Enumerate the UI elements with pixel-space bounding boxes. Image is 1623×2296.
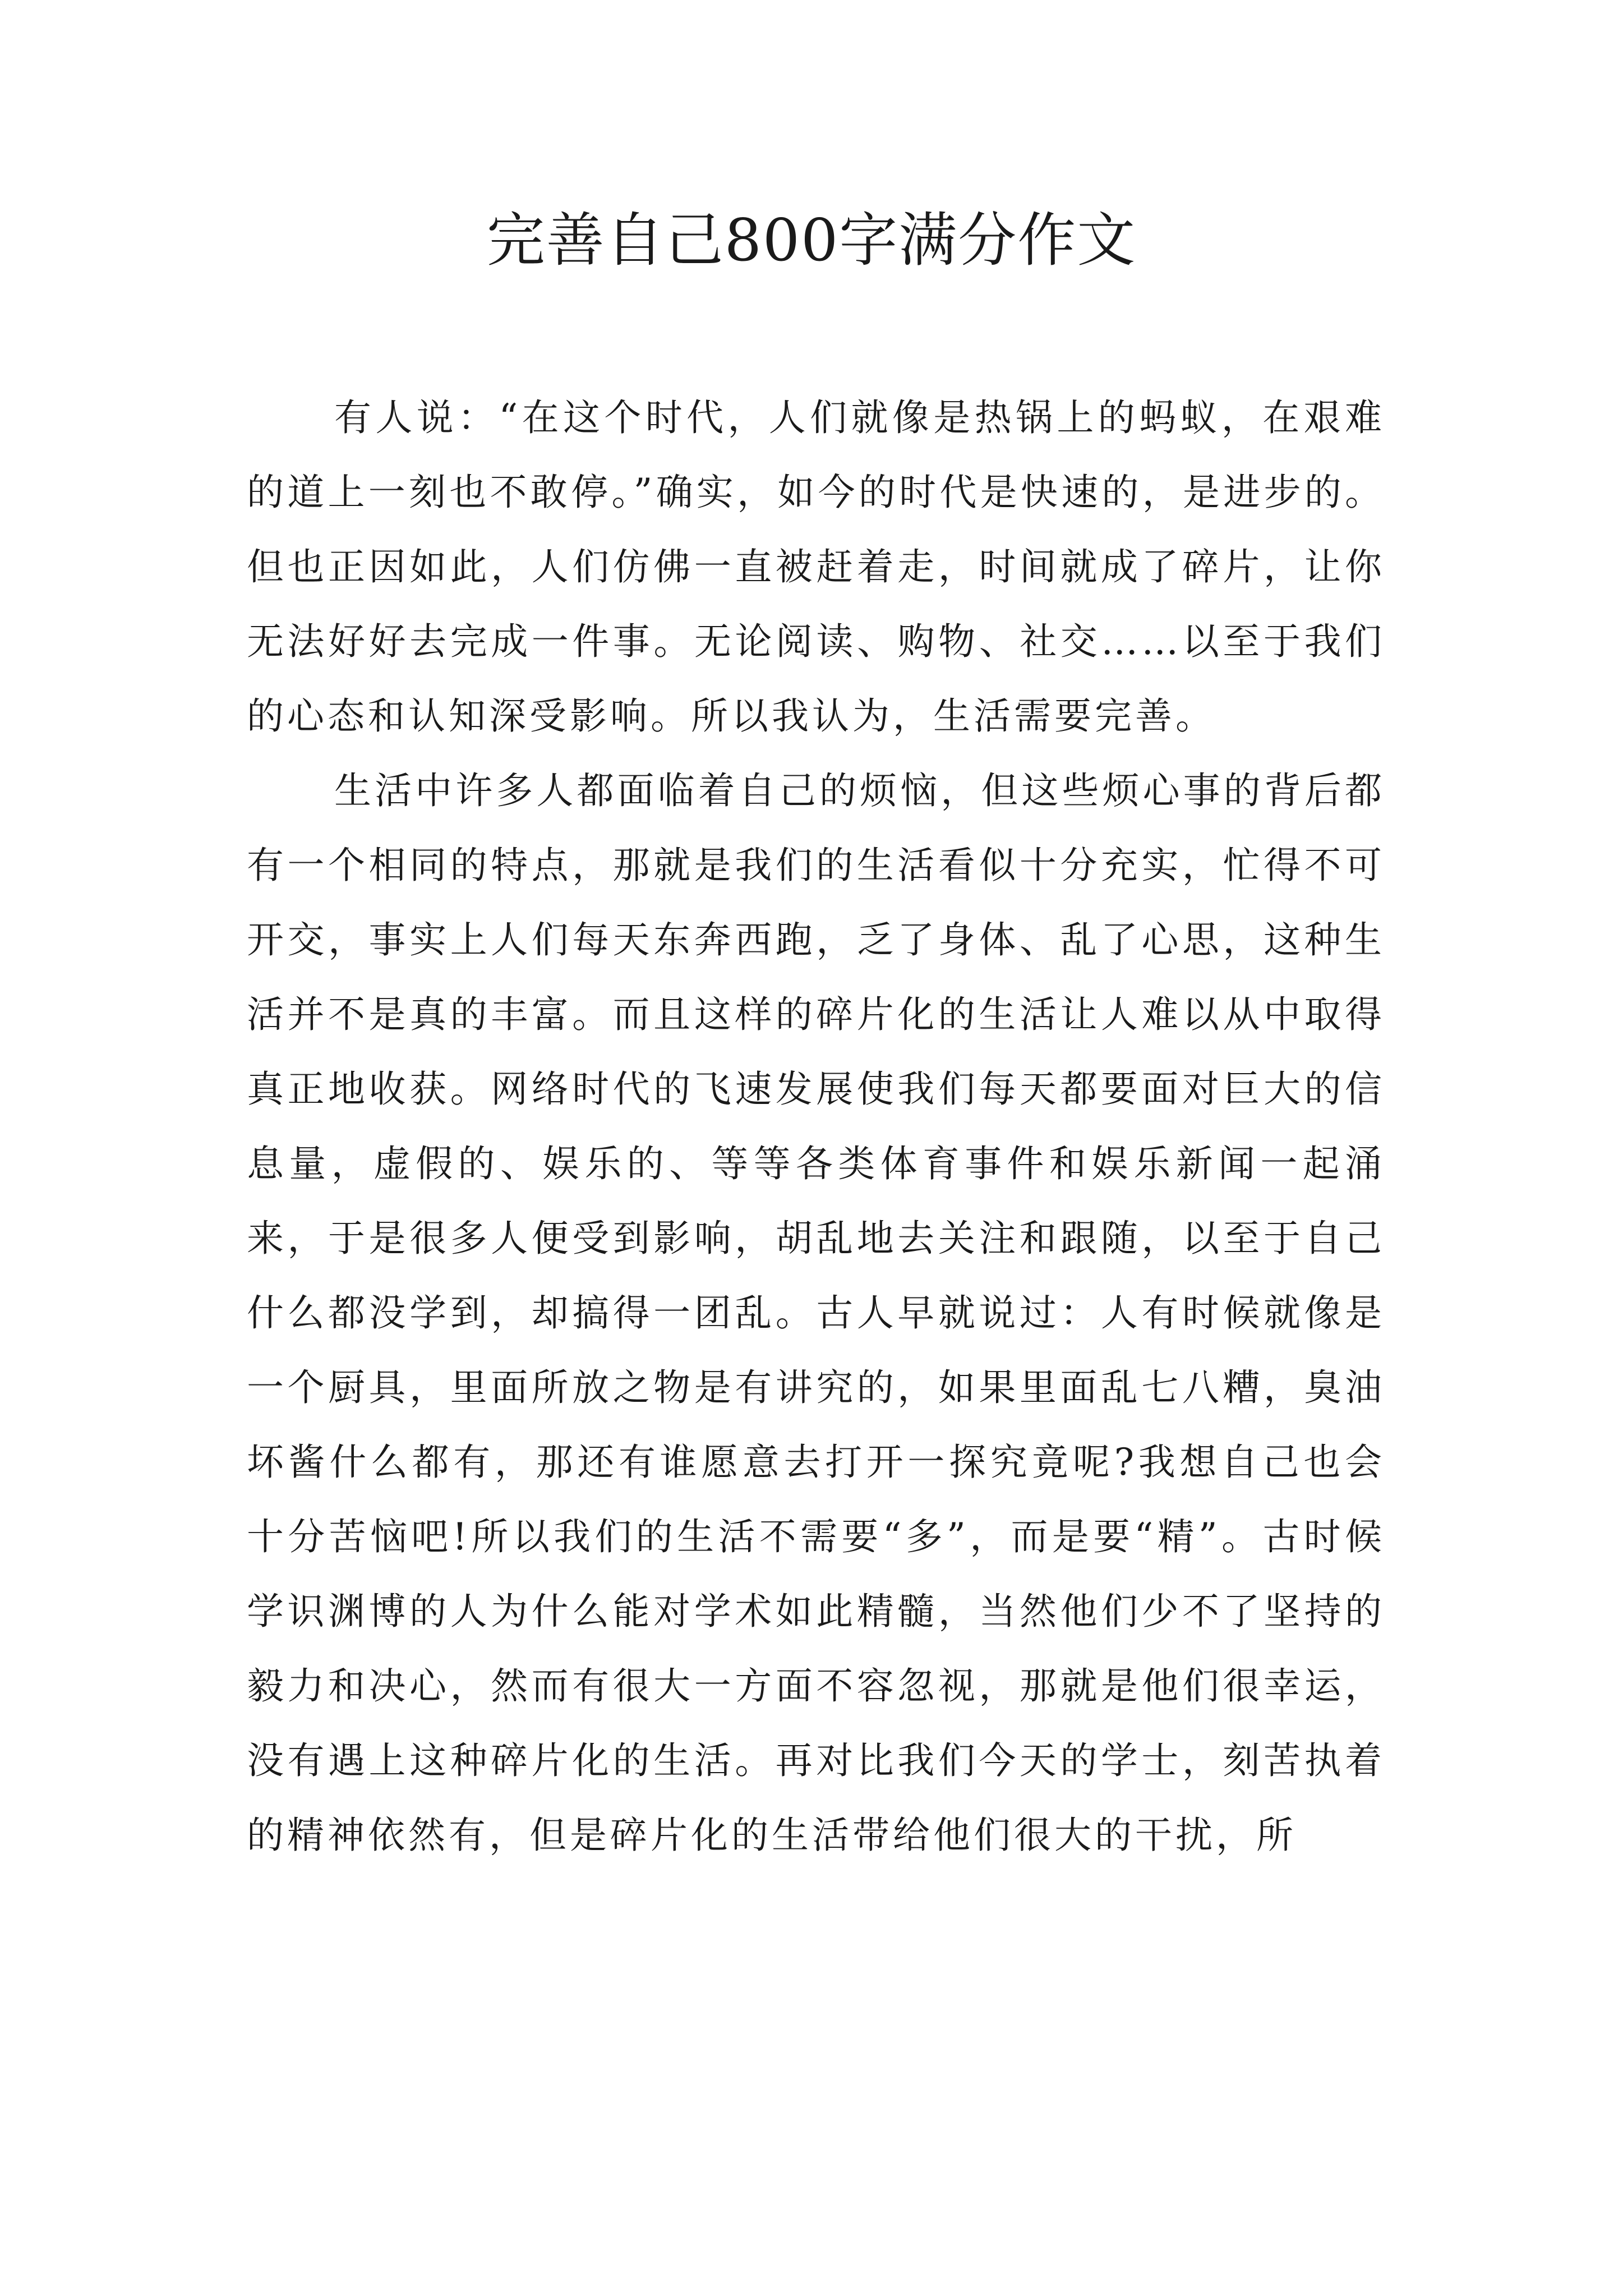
document-body [247,380,1385,1872]
paragraph-1: 有人说：“在这个时代，人们就像是热锅上的蚂蚁，在艰难的道上一刻也不敢停。”确实，如今的时代是快速的，是进步的。但也正因如此，人们仿佛一直被赶着走，时间就成了碎片，让你无法好好去完成一件事。无论阅读、购物、社交……以至于我们的心态和认知深受影响。所以我认为，生活需要完善。 [247,396,1385,738]
document-title: 完善自己800字满分作文 [486,206,1137,274]
paragraph-2: 生活中许多人都面临着自己的烦恼，但这些烦心事的背后都有一个相同的特点，那就是我们的生活看似十分充实，忙得不可开交，事实上人们每天东奔西跑，乏了身体、乱了心思，这种生活并不是真的丰富。而且这样的碎片化的生活让人难以从中取得真正地收获。网络时代的飞速发展使我们每天都要面对巨大的信息量，虚假的、娱乐的、等等各类体育事件和娱乐新闻一起涌来，于是很多人便受到影响，胡乱地去关注和跟随，以至于自己什么都没学到，却搞得一团乱。古人早就说过：人有时候就像是一个厨具，里面所放之物是有讲究的，如果里面乱七八糟，臭油坏酱什么都有，那还有谁愿意去打开一探究竟呢?我想自己也会十分苦恼吧!所以我们的生活不需要“多”，而是要“精”。古时候学识渊博的人为什么能对学术如此精髓，当然他们少不了坚持的毅力和决心，然而有很大一方面不容忽视，那就是他们很幸运，没有遇上这种碎片化的生活。再对比我们今天的学士，刻苦执着的精神依然有，但是碎片化的生活带给他们很大的干扰，所 [247,769,1385,1857]
